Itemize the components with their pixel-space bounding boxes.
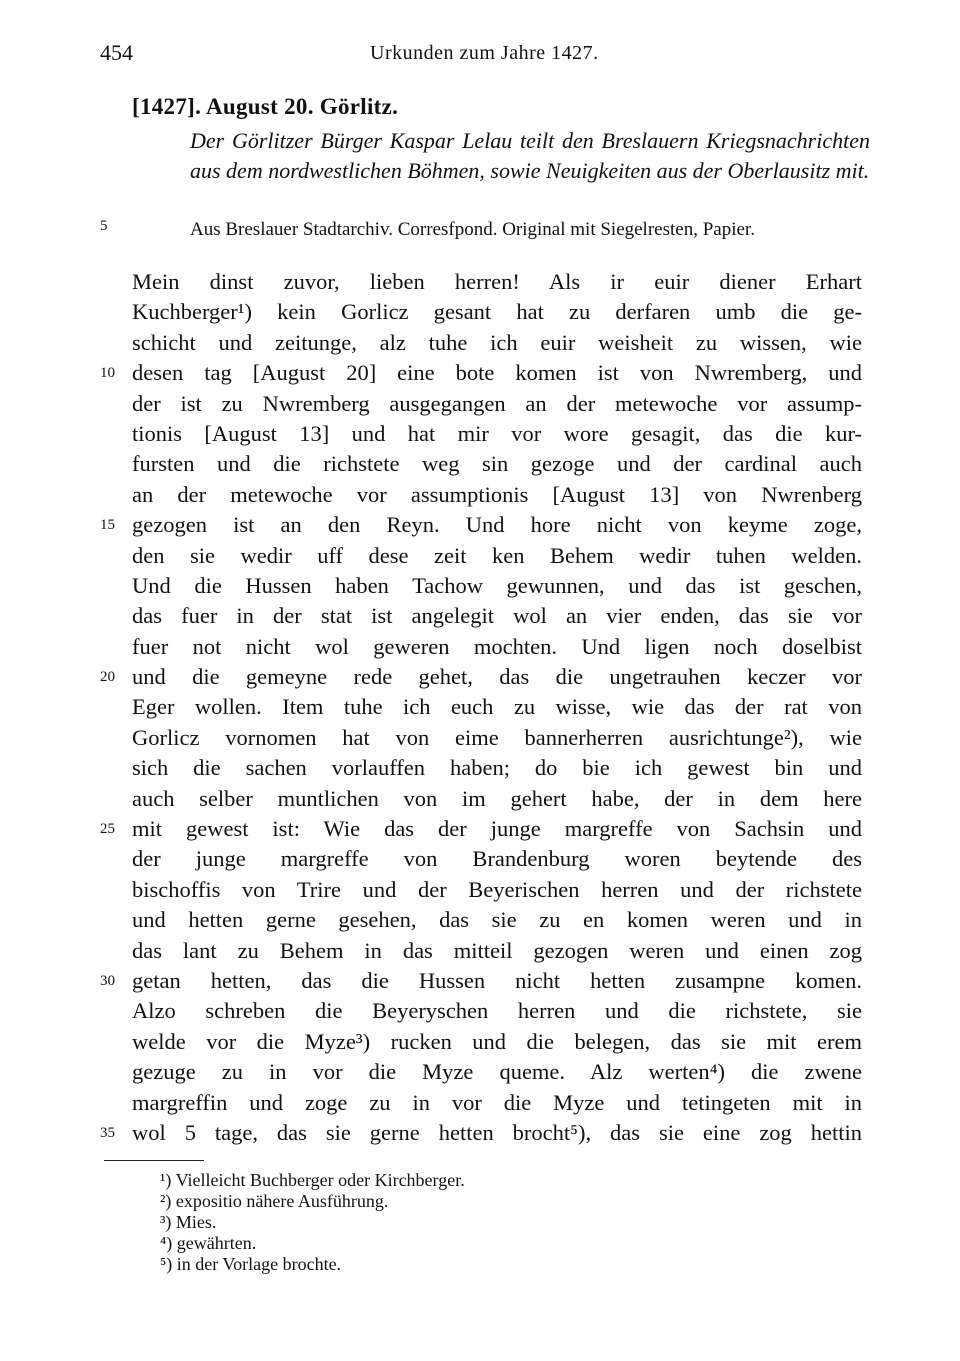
- text-line: an der metewoche vor assumptionis [August 13] von Nwrenberg: [132, 481, 862, 507]
- text-line: Mein dinst zuvor, lieben herren! Als ir euir diener Erhart: [132, 269, 862, 294]
- text-line: auch selber muntlichen von im gehert habe, der in dem here: [132, 785, 862, 811]
- line-number: 15: [100, 517, 115, 533]
- text-line: und hetten gerne gesehen, das sie zu en komen weren und in: [132, 907, 862, 933]
- document-regest: Der Görlitzer Bürger Kaspar Lelau teilt den Breslauern Kriegsnachrichten aus dem nordwestlichen Böhmen, sowie Neuigkeiten aus der Oberlausitz mit.: [190, 128, 870, 183]
- text-line: der junge margreffe von Brandenburg woren beytende des: [132, 846, 862, 872]
- text-line: getan hetten, das die Hussen nicht hetten zusampne komen.: [132, 967, 862, 993]
- line-number: 35: [100, 1125, 115, 1141]
- text-line: schicht und zeitunge, alz tuhe ich euir weisheit zu wissen, wie: [132, 329, 862, 355]
- text-line: das fuer in der stat ist angelegit wol an vier enden, das sie vor: [132, 603, 862, 629]
- text-line: fursten und die richstete weg sin gezoge und der cardinal auch: [132, 451, 862, 477]
- page-header: [100, 40, 860, 70]
- text-line: desen tag [August 20] eine bote komen ist von Nwremberg, und: [132, 360, 862, 386]
- text-line: fuer not nicht wol geweren mochten. Und ligen noch doselbist: [132, 633, 862, 659]
- footnote: ⁵) in der Vorlage brochte.: [160, 1254, 342, 1274]
- footnote: ³) Mies.: [160, 1212, 217, 1232]
- text-line: Alzo schreben die Beyeryschen herren und die richstete, sie: [132, 998, 862, 1024]
- running-title: Urkunden zum Jahre 1427.: [370, 42, 599, 64]
- source-note: Aus Breslauer Stadtarchiv. Corresfpond. Original mit Siegelresten, Papier.: [190, 219, 755, 240]
- text-line: wol 5 tage, das sie gerne hetten brocht⁵), das sie eine zog hettin: [132, 1119, 862, 1145]
- line-number: 5: [100, 218, 108, 234]
- text-line: gezuge zu in vor die Myze queme. Alz werten⁴) die zwene: [132, 1059, 862, 1085]
- line-number: 10: [100, 365, 115, 381]
- text-line: mit gewest ist: Wie das der junge margreffe von Sachsin und: [132, 816, 862, 842]
- footnote: ¹) Vielleicht Buchberger oder Kirchberger.: [160, 1170, 465, 1190]
- text-line: sich die sachen vorlauffen haben; do bie ich gewest bin und: [132, 755, 862, 781]
- page-number: 454: [100, 40, 133, 65]
- text-line: der ist zu Nwremberg ausgegangen an der metewoche vor assump-: [132, 390, 862, 416]
- text-line: das lant zu Behem in das mitteil gezogen weren und einen zog: [132, 937, 862, 963]
- document-heading: [1427]. August 20. Görlitz.: [132, 94, 399, 119]
- text-line: gezogen ist an den Reyn. Und hore nicht von keyme zoge,: [132, 512, 862, 538]
- text-line: den sie wedir uff dese zeit ken Behem wedir tuhen welden.: [132, 542, 862, 568]
- text-line: Kuchberger¹) kein Gorlicz gesant hat zu derfaren umb die ge-: [132, 299, 862, 325]
- text-line: Und die Hussen haben Tachow gewunnen, und das ist geschen,: [132, 572, 862, 598]
- text-line: und die gemeyne rede gehet, das die ungetrauhen keczer vor: [132, 664, 862, 690]
- text-line: Gorlicz vornomen hat von eime bannerherren ausrichtunge²), wie: [132, 724, 862, 750]
- line-number: 30: [100, 973, 115, 989]
- footnotes: [160, 1170, 760, 1275]
- text-line: bischoffis von Trire und der Beyerischen herren und der richstete: [132, 876, 862, 902]
- letter-body: [132, 267, 862, 1148]
- text-line: Eger wollen. Item tuhe ich euch zu wisse, wie das der rat von: [132, 694, 862, 720]
- footnote: ⁴) gewährten.: [160, 1233, 257, 1253]
- line-number: 20: [100, 669, 115, 685]
- text-line: welde vor die Myze³) rucken und die belegen, das sie mit erem: [132, 1028, 862, 1054]
- footnote-rule: [104, 1160, 204, 1161]
- text-line: margreffin und zoge zu in vor die Myze und tetingeten mit in: [132, 1089, 862, 1115]
- footnote: ²) expositio nähere Ausführung.: [160, 1191, 389, 1211]
- line-number: 25: [100, 821, 115, 837]
- text-line: tionis [August 13] und hat mir vor wore gesagit, das die kur-: [132, 420, 862, 446]
